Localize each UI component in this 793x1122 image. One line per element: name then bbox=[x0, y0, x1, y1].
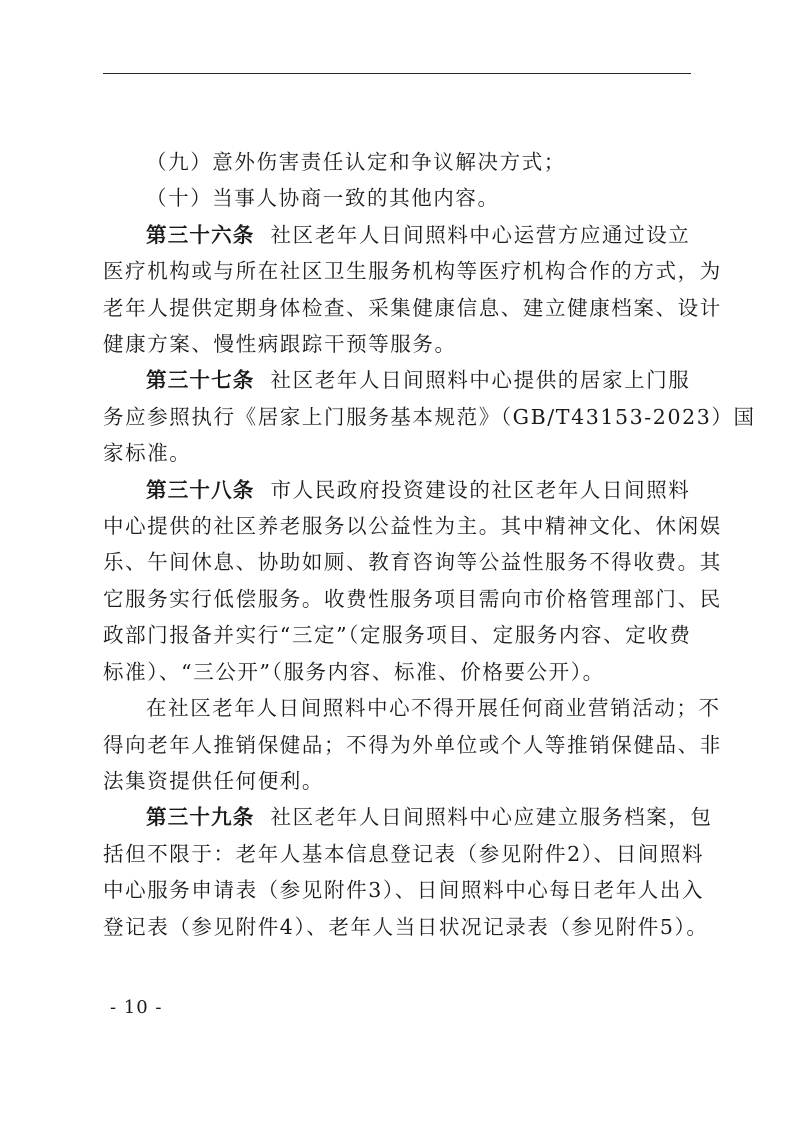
article-39-line-2: 括但不限于：老年人基本信息登记表（参见附件2）、日间照料 bbox=[103, 841, 705, 866]
article-38-title: 第三十八条 bbox=[146, 477, 255, 502]
article-38-line-6: 标准）、“三公开”（服务内容、标准、价格要公开）。 bbox=[103, 659, 605, 684]
article-38-line-1 bbox=[103, 472, 703, 508]
item-10-text: （十）当事人协商一致的其他内容。 bbox=[146, 186, 500, 211]
article-37-line-2: 务应参照执行《居家上门服务基本规范》（GB/T43153-2023）国 bbox=[103, 404, 756, 429]
document-body bbox=[103, 144, 756, 945]
article-37-line-3: 家标准。 bbox=[103, 441, 192, 466]
page-number: - 10 - bbox=[110, 997, 163, 1018]
article-36-line-1 bbox=[103, 217, 703, 253]
item-9-text: （九）意外伤害责任认定和争议解决方式； bbox=[146, 150, 566, 174]
article-38-line-5: 政部门报备并实行“三定”（定服务项目、定服务内容、定收费 bbox=[103, 623, 692, 648]
article-38 bbox=[103, 472, 722, 690]
article-39 bbox=[103, 799, 713, 945]
article-38-text-1: 市人民政府投资建设的社区老年人日间照料 bbox=[270, 477, 691, 502]
article-36-text-1: 社区老年人日间照料中心运营方应通过设立 bbox=[270, 222, 691, 247]
article-37 bbox=[103, 362, 756, 471]
item-9 bbox=[103, 144, 703, 180]
article-36-line-3: 老年人提供定期身体检查、采集健康信息、建立健康档案、设计 bbox=[103, 295, 722, 320]
article-38b-line-1: 在社区老年人日间照料中心不得开展任何商业营销活动；不 bbox=[146, 696, 721, 721]
article-38-line-3: 乐、午间休息、协助如厕、教育咨询等公益性服务不得收费。其 bbox=[103, 550, 722, 575]
article-36 bbox=[103, 217, 722, 363]
article-39-title: 第三十九条 bbox=[146, 805, 255, 830]
article-36-line-2: 医疗机构或与所在社区卫生服务机构等医疗机构合作的方式，为 bbox=[103, 259, 722, 284]
article-39-text-1: 社区老年人日间照料中心应建立服务档案，包 bbox=[270, 805, 713, 830]
article-38-line-4: 它服务实行低偿服务。收费性服务项目需向市价格管理部门、民 bbox=[103, 586, 722, 611]
item-10 bbox=[103, 180, 703, 216]
article-38b-line-2: 得向老年人推销保健品；不得为外单位或个人等推销保健品、非 bbox=[103, 732, 722, 757]
article-37-title: 第三十七条 bbox=[146, 368, 255, 393]
article-39-line-3: 中心服务申请表（参见附件3）、日间照料中心每日老年人出入 bbox=[103, 878, 705, 903]
article-36-title: 第三十六条 bbox=[146, 222, 255, 247]
header-rule bbox=[103, 73, 691, 74]
article-38b-line-3: 法集资提供任何便利。 bbox=[103, 768, 324, 793]
article-37-line-1 bbox=[103, 362, 703, 398]
article-37-text-1: 社区老年人日间照料中心提供的居家上门服 bbox=[270, 368, 691, 393]
article-39-line-1 bbox=[103, 799, 713, 835]
article-36-line-4: 健康方案、慢性病跟踪干预等服务。 bbox=[103, 332, 457, 357]
article-39-line-4: 登记表（参见附件4）、老年人当日状况记录表（参见附件5）。 bbox=[103, 914, 709, 939]
article-38-line-2: 中心提供的社区养老服务以公益性为主。其中精神文化、休闲娱 bbox=[103, 514, 722, 539]
article-38-paragraph-2 bbox=[103, 690, 722, 799]
